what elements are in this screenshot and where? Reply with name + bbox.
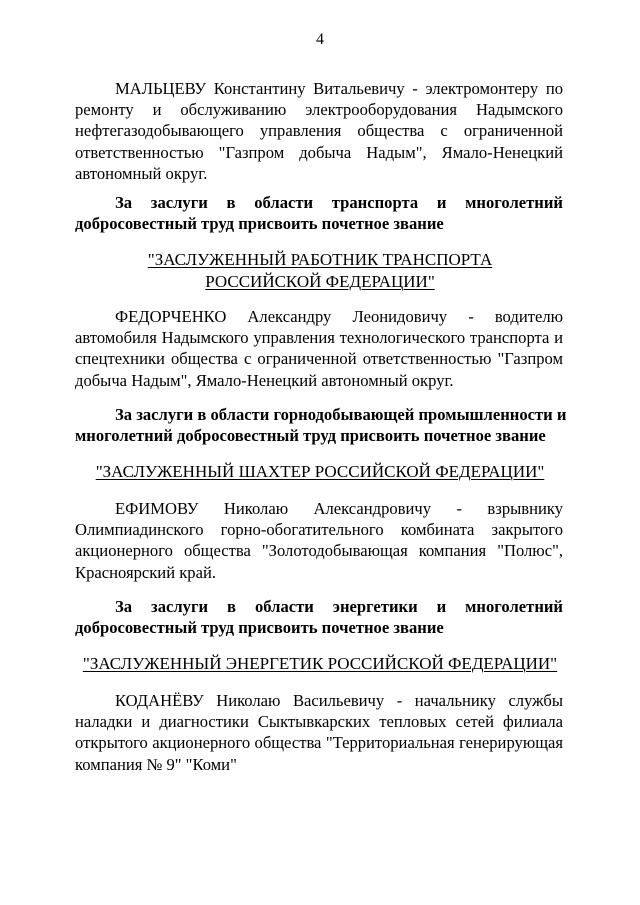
- text-line: нефтегазодобывающего управления общества с ограниченной: [75, 121, 563, 141]
- title-line: [0, 271, 640, 293]
- nominee-paragraph-fedorchenko: [75, 306, 563, 391]
- honorary-title-energy: [0, 653, 640, 675]
- text-line: ремонту и обслуживанию электрооборудования Надымского: [75, 100, 563, 120]
- text-line: За заслуги в области энергетики и многолетний: [115, 597, 563, 616]
- text-line: акционерного общества "Золотодобывающая компания "Полюс",: [75, 541, 563, 561]
- title-line: [0, 461, 640, 483]
- text-line: открытого акционерного общества "Территориальная генерирующая: [75, 733, 563, 753]
- text-line: автомобиля Надымского управления технологического транспорта и: [75, 328, 563, 348]
- title-line: [0, 249, 640, 271]
- text-line: многолетний добросовестный труд присвоить почетное звание: [75, 426, 546, 446]
- nominee-paragraph-kodanev: [75, 690, 563, 775]
- text-line: спецтехники общества с ограниченной ответственностью "Газпром: [75, 349, 563, 369]
- text-line: За заслуги в области транспорта и многолетний: [115, 193, 563, 212]
- text-line: За заслуги в области горнодобывающей промышленности и: [115, 405, 567, 424]
- text-line: добросовестный труд присвоить почетное звание: [75, 214, 444, 234]
- honorary-title-transport: [0, 249, 640, 293]
- page-number: 4: [316, 31, 324, 48]
- nominee-paragraph-maltsev: [75, 78, 563, 184]
- text-line: автономный округ.: [75, 163, 208, 183]
- title-text: "ЗАСЛУЖЕННЫЙ ШАХТЕР РОССИЙСКОЙ ФЕДЕРАЦИИ": [95, 462, 545, 481]
- honorary-title-miner: [0, 461, 640, 483]
- text-line: добросовестный труд присвоить почетное звание: [75, 618, 444, 638]
- text-line: ФЕДОРЧЕНКО Александру Леонидовичу - водителю: [115, 307, 563, 326]
- text-line: наладки и диагностики Сыктывкарских тепловых сетей филиала: [75, 712, 563, 732]
- text-line: ответственностью "Газпром добыча Надым", Ямало-Ненецкий: [75, 142, 563, 162]
- title-text: "ЗАСЛУЖЕННЫЙ РАБОТНИК ТРАНСПОРТА: [147, 250, 493, 269]
- text-line: ЕФИМОВУ Николаю Александровичу - взрывнику: [115, 499, 563, 518]
- merit-paragraph-energy: [75, 596, 563, 638]
- title-text: РОССИЙСКОЙ ФЕДЕРАЦИИ": [205, 272, 435, 291]
- text-line: Красноярский край.: [75, 562, 216, 582]
- merit-paragraph-transport: [75, 192, 563, 234]
- nominee-paragraph-efimov: [75, 498, 563, 583]
- text-line: добыча Надым", Ямало-Ненецкий автономный округ.: [75, 370, 454, 390]
- title-line: [0, 653, 640, 675]
- merit-paragraph-mining: [75, 404, 567, 446]
- text-line: МАЛЬЦЕВУ Константину Витальевичу - электромонтеру по: [115, 79, 563, 98]
- title-text: "ЗАСЛУЖЕННЫЙ ЭНЕРГЕТИК РОССИЙСКОЙ ФЕДЕРАЦИИ": [82, 654, 558, 673]
- text-line: Олимпиадинского горно-обогатительного комбината закрытого: [75, 520, 563, 540]
- text-line: КОДАНЁВУ Николаю Васильевичу - начальнику службы: [115, 691, 563, 710]
- text-line: компания № 9" "Коми": [75, 754, 237, 774]
